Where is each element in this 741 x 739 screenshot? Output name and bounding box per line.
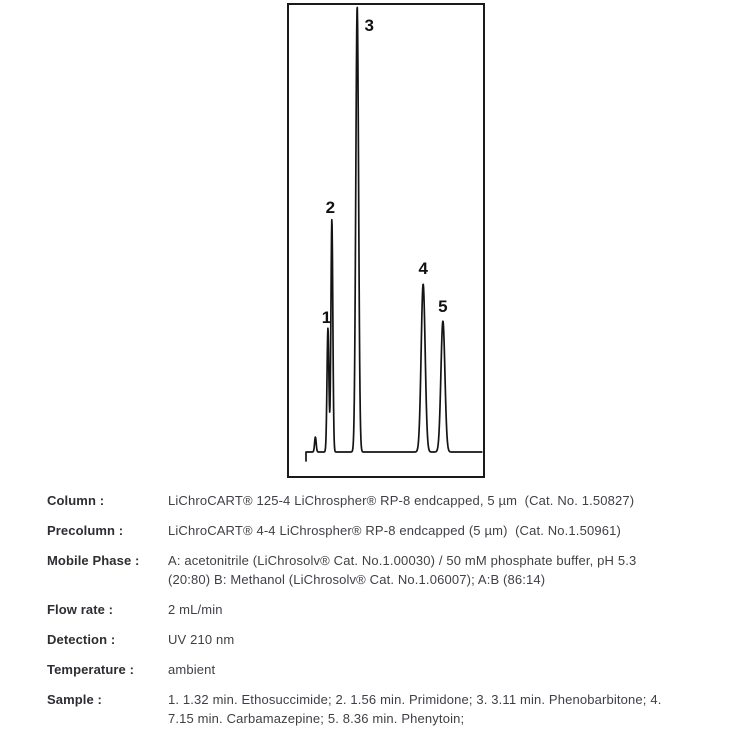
- chromatogram-panel: [287, 3, 485, 478]
- spec-value: [168, 491, 634, 510]
- spec-row: [47, 521, 739, 540]
- spec-value-line: 1. 1.32 min. Ethosuccimide; 2. 1.56 min. Primidone; 3. 3.11 min. Phenobarbitone; 4.: [168, 692, 662, 707]
- spec-value-line: A: acetonitrile (LiChrosolv® Cat. No.1.00030) / 50 mM phosphate buffer, pH 5.3: [168, 553, 637, 568]
- spec-row: [47, 630, 739, 649]
- method-spec-list: [47, 491, 739, 739]
- spec-value-line: LiChroCART® 125-4 LiChrospher® RP-8 endcapped, 5 µm (Cat. No. 1.50827): [168, 493, 635, 508]
- peak-label-4: 4: [418, 259, 428, 278]
- spec-label: Temperature :: [47, 662, 135, 677]
- peak-label-2: 2: [325, 198, 336, 217]
- spec-row: [47, 491, 739, 510]
- peak-label-3: 3: [364, 16, 374, 35]
- spec-value: [168, 660, 215, 679]
- peak-label-5: 5: [438, 297, 448, 316]
- chromatogram-plot: [289, 5, 483, 476]
- spec-value-line: 2 mL/min: [168, 602, 223, 617]
- spec-value: [168, 521, 621, 540]
- spec-label: Sample :: [47, 692, 102, 707]
- spec-label: Flow rate :: [47, 602, 114, 617]
- spec-value: [168, 630, 234, 649]
- spec-label: Column :: [47, 493, 105, 508]
- spec-label: Mobile Phase :: [47, 553, 140, 568]
- spec-row: [47, 600, 739, 619]
- spec-value-line: LiChroCART® 4-4 LiChrospher® RP-8 endcapped (5 µm) (Cat. No.1.50961): [168, 523, 621, 538]
- spec-value: [168, 600, 223, 619]
- spec-row: [47, 551, 739, 589]
- chromatogram-line: [306, 7, 482, 461]
- spec-row: [47, 690, 739, 728]
- spec-label: Detection :: [47, 632, 116, 647]
- peak-label-1: 1: [321, 308, 332, 327]
- spec-value-line: UV 210 nm: [168, 632, 235, 647]
- spec-value-line: (20:80) B: Methanol (LiChrosolv® Cat. No.1.06007); A:B (86:14): [168, 572, 546, 587]
- spec-label: Precolumn :: [47, 523, 124, 538]
- spec-value-line: 7.15 min. Carbamazepine; 5. 8.36 min. Phenytoin;: [168, 711, 465, 726]
- spec-value: [168, 551, 636, 589]
- spec-row: [47, 660, 739, 679]
- spec-value-line: ambient: [168, 662, 216, 677]
- spec-value: [168, 690, 661, 728]
